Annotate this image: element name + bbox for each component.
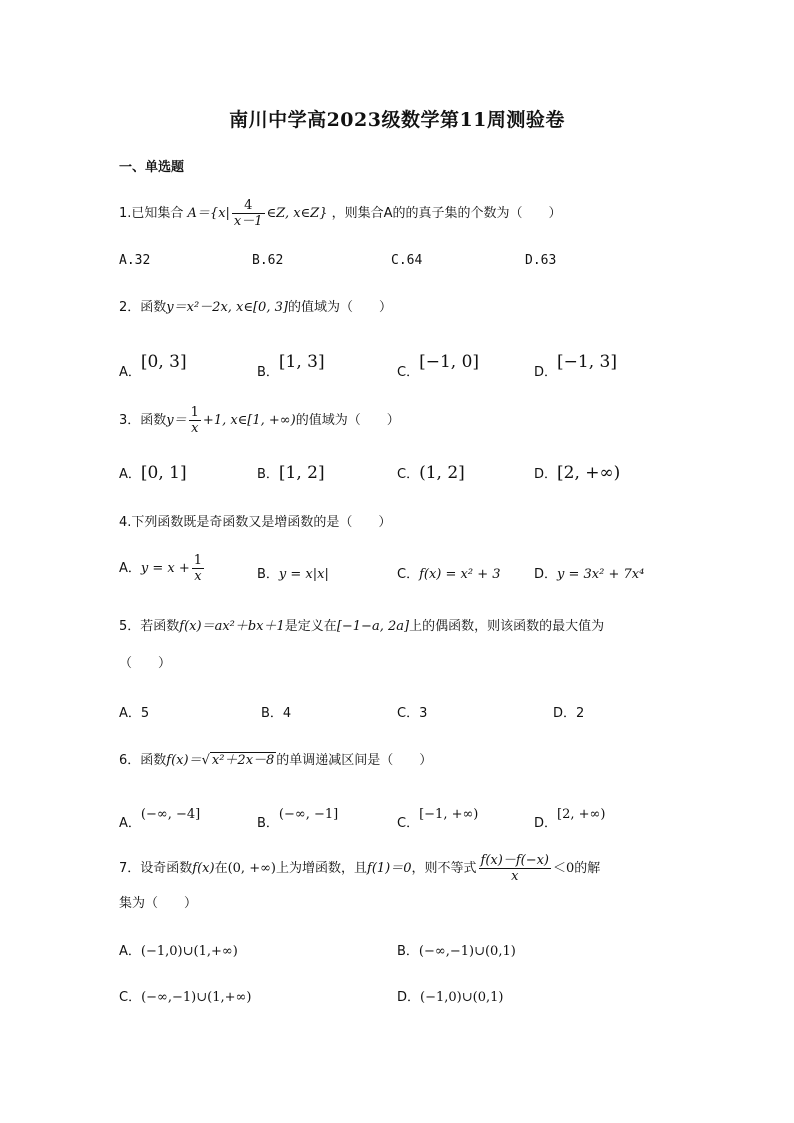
q4-value-d: y = 3x² + 7x⁴	[557, 567, 645, 582]
q6-prefix: 6．函数	[119, 753, 167, 768]
q1-prefix: 1.已知集合	[119, 206, 184, 221]
q2-suffix: 的值域为（ ）	[287, 300, 392, 315]
q2-prefix: 2．函数	[119, 300, 167, 315]
q7-option-a	[119, 940, 238, 959]
q2-value-c: [−1, 0]	[419, 352, 480, 372]
q1-set-open: A＝{x|	[187, 206, 230, 221]
q3-label-b: B．	[257, 467, 279, 482]
q3-option-d	[534, 463, 620, 483]
q3-expr-left: y＝	[166, 413, 187, 428]
q2-label-d: D．	[534, 365, 558, 380]
question-7	[119, 853, 600, 884]
q1-frac-den: x－1	[233, 214, 263, 229]
q4-option-d	[534, 563, 644, 582]
q3-value-a: [0, 1]	[140, 463, 187, 483]
q7-fraction	[479, 853, 551, 884]
q2-label-b: B．	[257, 365, 279, 380]
q5-option-b: B．4	[261, 706, 292, 721]
q3-frac-num: 1	[190, 405, 199, 420]
q7-label-a: A．	[119, 944, 141, 959]
question-5	[119, 617, 604, 637]
q2-value-a: [0, 3]	[140, 352, 187, 372]
q6-label-a: A．	[119, 816, 141, 831]
q7-label-d: D．	[397, 990, 421, 1005]
q4-option-a-num: 1	[193, 553, 203, 568]
q6-label-c: C．	[397, 816, 420, 831]
q2-option-d	[534, 352, 617, 380]
q6-value-b: (−∞, −1]	[278, 807, 339, 822]
q7-frac-den: x	[511, 869, 519, 884]
q2-label-c: C．	[397, 365, 420, 380]
q6-value-c: [−1, +∞)	[419, 807, 479, 822]
q3-suffix: 的值域为（ ）	[295, 413, 400, 428]
q3-label-d: D．	[534, 467, 558, 482]
q3-label-c: C．	[397, 467, 420, 482]
q3-label-a: A．	[119, 467, 141, 482]
q7-value-a: (−1,0)∪(1,+∞)	[140, 944, 238, 959]
q2-expr: y＝x²－2x, x∈[0, 3]	[166, 300, 288, 315]
q3-option-c	[397, 463, 465, 483]
q1-option-c: C.64	[391, 253, 423, 268]
q4-value-c: f(x) = x² + 3	[419, 567, 501, 582]
q7-value-c: (−∞,−1)∪(1,+∞)	[141, 990, 252, 1005]
q7-f: f(x)	[192, 861, 215, 876]
question-2	[119, 298, 392, 318]
q6-option-d	[534, 803, 606, 831]
q3-option-b	[257, 463, 325, 483]
q7-value-d: (−1,0)∪(0,1)	[420, 990, 504, 1005]
question-7-line2: 集为（ ）	[119, 896, 198, 911]
q6-suffix: 的单调递减区间是（ ）	[276, 753, 433, 768]
q3-fraction	[189, 405, 201, 436]
q4-option-c	[397, 563, 501, 582]
q7-mid2: 上为增函数，且	[276, 861, 368, 876]
q1-suffix: ，则集合A的的真子集的个数为（ ）	[331, 206, 562, 221]
q3-expr-right: +1, x∈[1, +∞)	[202, 413, 296, 428]
q7-option-c	[119, 986, 251, 1005]
q1-option-b: B.62	[252, 253, 284, 268]
q7-prefix: 7．设奇函数	[119, 861, 193, 876]
q1-option-d: D.63	[525, 253, 557, 268]
q7-ineq: ＜0	[553, 861, 575, 876]
q6-option-a	[119, 803, 201, 831]
q2-option-c	[397, 352, 480, 380]
q7-option-b	[397, 940, 516, 959]
q7-mid1: 在	[214, 861, 228, 876]
q3-option-a	[119, 463, 187, 483]
q5-option-d: D．2	[553, 706, 585, 721]
question-5-line2: （ ）	[119, 656, 172, 671]
q6-value-d: [2, +∞)	[557, 807, 606, 822]
q4-value-b: y = x|x|	[278, 567, 329, 582]
q7-frac-num: f(x)－f(−x)	[480, 853, 549, 868]
q4-label-b: B．	[257, 567, 279, 582]
q2-value-b: [1, 3]	[278, 352, 325, 372]
q4-option-b	[257, 563, 329, 582]
q6-label-b: B．	[257, 816, 279, 831]
q4-value-a-left: y = x +	[140, 561, 190, 576]
q4-label-a: A．	[119, 561, 141, 576]
q7-label-c: C．	[119, 990, 142, 1005]
question-1	[119, 198, 562, 229]
q3-prefix: 3．函数	[119, 413, 167, 428]
q5-option-a: A．5	[119, 706, 150, 721]
q4-label-c: C．	[397, 567, 420, 582]
q7-label-b: B．	[397, 944, 419, 959]
q7-suffix: 的解	[574, 861, 601, 876]
question-6: 6．函数f(x)＝√ x²＋2x－8 的单调递减区间是（ ）	[119, 753, 433, 768]
q5-expr: f(x)＝ax²＋bx＋1	[179, 619, 285, 634]
question-3	[119, 405, 400, 436]
q4-option-a	[119, 553, 206, 584]
q3-value-b: [1, 2]	[278, 463, 325, 483]
q6-option-b	[257, 803, 339, 831]
q6-label-d: D．	[534, 816, 558, 831]
q4-option-a-fraction	[192, 553, 204, 584]
q7-cond: f(1)＝0	[367, 861, 412, 876]
q7-mid3: ，则不等式	[411, 861, 477, 876]
q7-interval: (0, +∞)	[227, 861, 276, 876]
q3-value-d: [2, +∞)	[557, 463, 621, 483]
q3-frac-den: x	[191, 421, 199, 436]
q1-option-a: A.32	[119, 253, 151, 268]
section-heading: 一、单选题	[119, 160, 185, 175]
page-title: 南川中学高2023级数学第11周测验卷	[229, 109, 565, 131]
q1-frac-num: 4	[232, 198, 265, 214]
q4-label-d: D．	[534, 567, 558, 582]
q1-fraction	[232, 198, 265, 229]
q6-expr-left: f(x)＝	[166, 753, 202, 768]
q6-option-c	[397, 803, 479, 831]
q5-suffix: 上的偶函数，则该函数的最大值为	[409, 619, 605, 634]
q5-prefix: 5．若函数	[119, 619, 180, 634]
q1-set-close: ∈Z, x∈Z}	[266, 206, 328, 221]
q2-option-b	[257, 352, 325, 380]
q7-option-d	[397, 986, 503, 1005]
q6-radicand: x²＋2x－8	[211, 753, 275, 768]
question-4: 4.下列函数既是奇函数又是增函数的是（ ）	[119, 515, 392, 530]
q4-option-a-den: x	[194, 569, 202, 584]
q6-value-a: (−∞, −4]	[140, 807, 201, 822]
q5-interval: [−1−a, 2a]	[336, 619, 410, 634]
q7-value-b: (−∞,−1)∪(0,1)	[418, 944, 516, 959]
q5-middle: 是定义在	[284, 619, 337, 634]
q2-value-d: [−1, 3]	[557, 352, 617, 372]
q3-value-c: (1, 2]	[419, 463, 465, 483]
q2-option-a	[119, 352, 187, 380]
q5-option-c: C．3	[397, 706, 428, 721]
q2-label-a: A．	[119, 365, 141, 380]
